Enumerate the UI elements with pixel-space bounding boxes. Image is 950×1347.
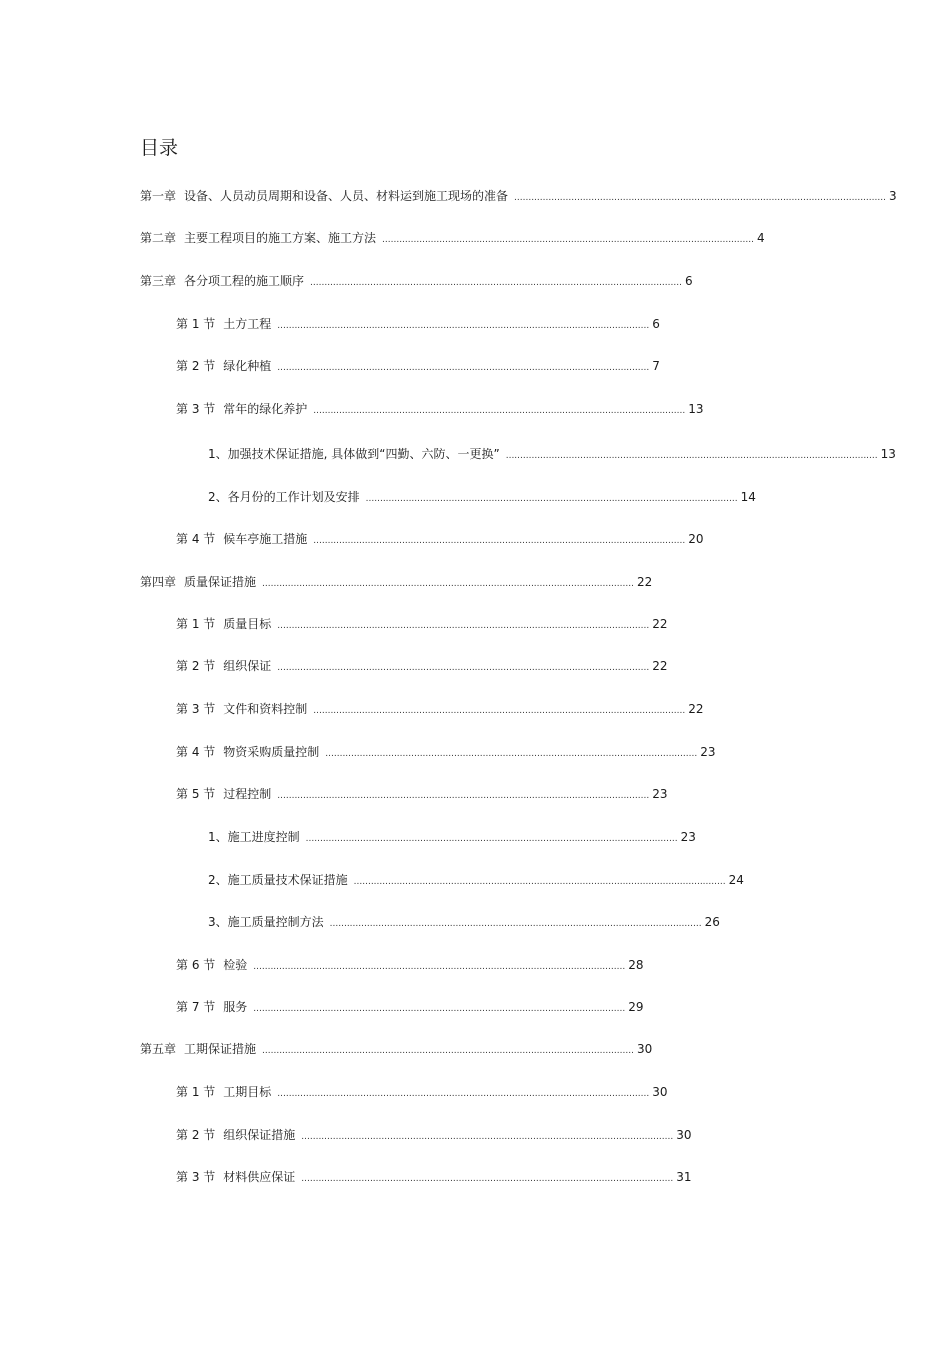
toc-entry[interactable] — [208, 445, 896, 463]
dot-leader: .................................................................................................................................. — [365, 494, 738, 504]
toc-entry-title: 检验 — [223, 958, 248, 972]
toc-entry-number: 第 3 节 — [176, 402, 216, 416]
toc-entry-page: 29 — [628, 1000, 644, 1014]
toc-entry-number: 第 2 节 — [176, 659, 216, 673]
toc-entry-page: 23 — [652, 787, 668, 801]
toc-entry-title: 工期目标 — [223, 1085, 272, 1099]
toc-entry-title: 施工进度控制 — [227, 830, 300, 844]
dot-leader: .................................................................................................................................. — [253, 1004, 626, 1014]
dot-leader: .................................................................................................................................. — [253, 962, 626, 972]
toc-entry-number: 第 3 节 — [176, 1170, 216, 1184]
toc-entry-title: 设备、人员动员周期和设备、人员、材料运到施工现场的准备 — [184, 189, 509, 203]
dot-leader: .................................................................................................................................. — [277, 663, 650, 673]
toc-entry-number: 第 1 节 — [176, 617, 216, 631]
toc-entry[interactable] — [176, 998, 644, 1016]
toc-entry-page: 20 — [688, 532, 704, 546]
toc-entry-number: 第 6 节 — [176, 958, 216, 972]
toc-entry-number: 1、 — [208, 447, 228, 461]
toc-entry-title: 文件和资料控制 — [223, 702, 308, 716]
toc-entry-title: 各月份的工作计划及安排 — [227, 490, 360, 504]
toc-entry[interactable] — [208, 913, 720, 931]
toc-entry-page: 13 — [880, 447, 896, 461]
toc-entry[interactable] — [176, 785, 668, 803]
dot-leader: .................................................................................................................................. — [277, 321, 650, 331]
toc-entry-title: 过程控制 — [223, 787, 272, 801]
toc-entry[interactable] — [176, 530, 704, 548]
toc-entry-page: 4 — [756, 231, 765, 245]
dot-leader: .................................................................................................................................. — [277, 1089, 650, 1099]
toc-entry-page: 23 — [700, 745, 716, 759]
toc-entry-title: 物资采购质量控制 — [223, 745, 320, 759]
toc-entry-title: 质量目标 — [223, 617, 272, 631]
toc-entry[interactable] — [140, 272, 693, 290]
toc-entry-title: 材料供应保证 — [223, 1170, 296, 1184]
toc-entry[interactable] — [176, 315, 660, 333]
toc-entry[interactable] — [176, 657, 668, 675]
toc-entry-title: 绿化种植 — [223, 359, 272, 373]
toc-entry[interactable] — [140, 1040, 653, 1058]
toc-entry-page: 26 — [704, 915, 720, 929]
toc-entry[interactable] — [176, 700, 704, 718]
page-title: 目录 — [140, 137, 179, 159]
toc-entry-number: 第 1 节 — [176, 1085, 216, 1099]
toc-entry-page: 13 — [688, 402, 704, 416]
toc-entry[interactable] — [176, 615, 668, 633]
toc-entry-title: 组织保证 — [223, 659, 272, 673]
toc-entry-number: 第 4 节 — [176, 532, 216, 546]
toc-entry-number: 第 3 节 — [176, 702, 216, 716]
toc-entry-title: 各分项工程的施工顺序 — [184, 274, 305, 288]
toc-entry-number: 第四章 — [140, 575, 177, 589]
toc-entry-number: 第二章 — [140, 231, 177, 245]
toc-entry-number: 第 2 节 — [176, 1128, 216, 1142]
dot-leader: .................................................................................................................................. — [505, 451, 878, 461]
toc-entry[interactable] — [208, 871, 744, 889]
toc-entry[interactable] — [140, 573, 653, 591]
toc-entry[interactable] — [140, 229, 765, 247]
toc-entry-number: 2、 — [208, 490, 228, 504]
toc-entry[interactable] — [176, 1126, 692, 1144]
toc-entry-page: 6 — [652, 317, 660, 331]
toc-entry[interactable] — [176, 956, 644, 974]
toc-entry-page: 22 — [652, 617, 668, 631]
dot-leader: .................................................................................................................................. — [353, 877, 726, 887]
toc-entry[interactable] — [208, 828, 696, 846]
toc-entry-number: 第 1 节 — [176, 317, 216, 331]
toc-entry-number: 第五章 — [140, 1042, 177, 1056]
toc-entry-page: 31 — [676, 1170, 692, 1184]
toc-entry-title: 施工质量控制方法 — [227, 915, 324, 929]
toc-entry-page: 22 — [652, 659, 668, 673]
dot-leader: .................................................................................................................................. — [277, 621, 650, 631]
toc-entry-title: 施工质量技术保证措施 — [227, 873, 348, 887]
toc-entry[interactable] — [208, 488, 756, 506]
toc-entry-page: 6 — [684, 274, 693, 288]
toc-entry-page: 30 — [636, 1042, 653, 1056]
toc-entry[interactable] — [176, 1083, 668, 1101]
dot-leader: .................................................................................................................................. — [313, 406, 686, 416]
dot-leader: .................................................................................................................................. — [382, 235, 754, 245]
dot-leader: .................................................................................................................................. — [305, 834, 678, 844]
toc-entry[interactable] — [176, 743, 716, 761]
toc-entry-title: 土方工程 — [223, 317, 272, 331]
toc-entry-title: 加强技术保证措施, 具体做到“四勤、六防、一更换” — [227, 447, 500, 461]
toc-entry-page: 14 — [740, 490, 756, 504]
toc-entry-number: 第 4 节 — [176, 745, 216, 759]
toc-entry-title: 常年的绿化养护 — [223, 402, 308, 416]
toc-entry-number: 第三章 — [140, 274, 177, 288]
toc-entry-number: 第一章 — [140, 189, 177, 203]
toc-entry-title: 主要工程项目的施工方案、施工方法 — [184, 231, 377, 245]
toc-entry-number: 1、 — [208, 830, 228, 844]
toc-entry-page: 30 — [676, 1128, 692, 1142]
toc-entry[interactable] — [176, 357, 660, 375]
dot-leader: .................................................................................................................................. — [277, 791, 650, 801]
toc-entry-page: 24 — [728, 873, 744, 887]
toc-entry-page: 22 — [636, 575, 653, 589]
dot-leader: .................................................................................................................................. — [301, 1132, 674, 1142]
toc-entry-page: 30 — [652, 1085, 668, 1099]
toc-entry[interactable] — [176, 400, 704, 418]
toc-entry-page: 22 — [688, 702, 704, 716]
toc-entry-title: 服务 — [223, 1000, 248, 1014]
toc-entry[interactable] — [176, 1168, 692, 1186]
dot-leader: .................................................................................................................................. — [313, 536, 686, 546]
toc-entry-number: 第 7 节 — [176, 1000, 216, 1014]
dot-leader: .................................................................................................................................. — [310, 278, 682, 288]
dot-leader: .................................................................................................................................. — [329, 919, 702, 929]
toc-entry-number: 第 5 节 — [176, 787, 216, 801]
dot-leader: .................................................................................................................................. — [313, 706, 686, 716]
toc-entry[interactable] — [140, 187, 897, 205]
dot-leader: .................................................................................................................................. — [277, 363, 650, 373]
dot-leader: .................................................................................................................................. — [301, 1174, 674, 1184]
toc-entry-number: 3、 — [208, 915, 228, 929]
toc-entry-number: 第 2 节 — [176, 359, 216, 373]
toc-entry-title: 质量保证措施 — [184, 575, 257, 589]
toc-entry-title: 组织保证措施 — [223, 1128, 296, 1142]
toc-entry-title: 候车亭施工措施 — [223, 532, 308, 546]
toc-entry-title: 工期保证措施 — [184, 1042, 257, 1056]
dot-leader: .................................................................................................................................. — [514, 193, 886, 203]
toc-entry-number: 2、 — [208, 873, 228, 887]
dot-leader: .................................................................................................................................. — [262, 579, 634, 589]
dot-leader: .................................................................................................................................. — [325, 749, 698, 759]
toc-entry-page: 7 — [652, 359, 660, 373]
toc-entry-page: 3 — [888, 189, 897, 203]
toc-entry-page: 28 — [628, 958, 644, 972]
toc-entry-page: 23 — [680, 830, 696, 844]
dot-leader: .................................................................................................................................. — [262, 1046, 634, 1056]
